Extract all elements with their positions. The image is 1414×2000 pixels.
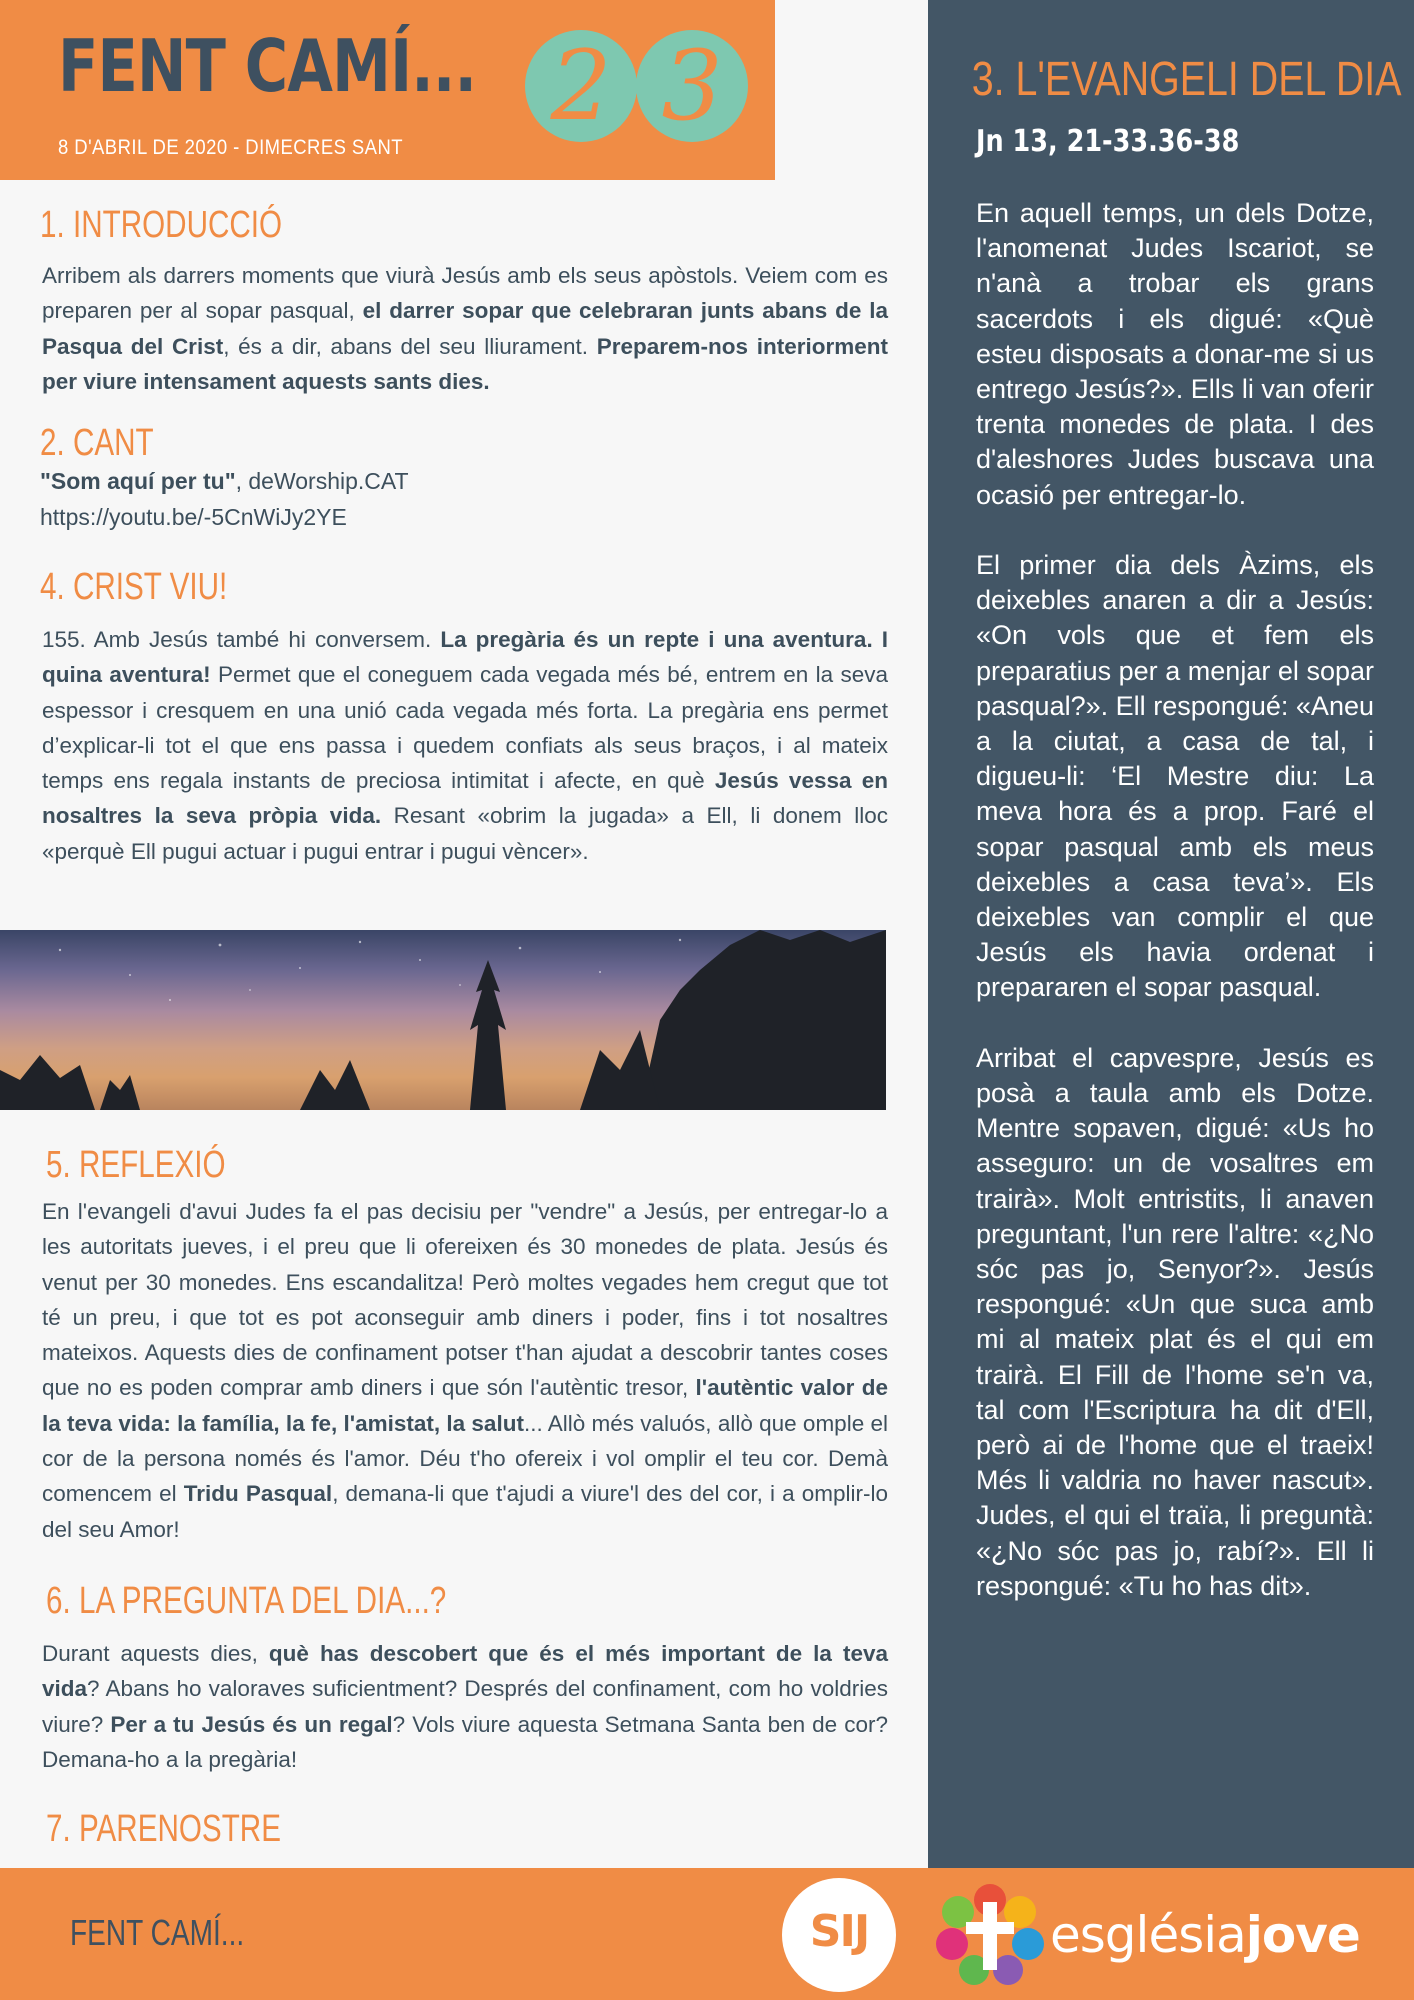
text-run: Durant aquests dies, [42,1641,269,1666]
esglesia-jove-wordmark [1050,1906,1360,1964]
text-run: ? Vols viure aquesta Setmana Santa ben de cor? Demana-ho a la pregària! [42,1711,888,1772]
section-title-reflexio: 5. REFLEXIÓ [46,1144,226,1186]
night-sky-trees-image [0,930,886,1110]
day-number-circle [525,30,637,142]
bold-run: Jesús vessa en nosaltres la seva pròpia vida. [42,768,888,829]
pregunta-text [42,1636,888,1777]
crist-viu-text [42,622,888,869]
section-title-parenostre: 7. PARENOSTRE [46,1808,281,1850]
text-run: En l'evangeli d'avui Judes fa el pas decisiu per "vendre" a Jesús, per entregar-lo a les autoritats jueves, i el preu que li ofereixen és 30 monedes de plata. Jesús és venut per 30 monedes. Ens escandalitza! Però moltes vegades hem cregut que tot té un preu, i que tot es pot aconseguir amb diners i poder, fins i tot nosaltres mateixos. Aquests dies de confinament potser t'han ajudat a descobrir tantes coses que no es poden comprar amb diners i que són l'autèntic tresor, [42,1199,888,1401]
text-run: ... Allò més valuós, allò que omple el cor de la persona només és l'amor. Déu t'ho ofereix i vol omplir el teu cor. Demà comencem el [42,1410,888,1507]
text-run: Resant «obrim la jugada» a Ell, li donem lloc «perquè Ell pugui actuar i pugui entrar i pugui vèncer». [42,803,888,864]
section-title-intro: 1. INTRODUCCIÓ [40,204,283,246]
sij-logo-text: SIJ [809,1906,869,1957]
section-title-crist-viu: 4. CRIST VIU! [40,566,228,608]
song-link[interactable]: https://youtu.be/-5CnWiJy2YE [40,504,347,530]
gospel-text [976,196,1374,1639]
gospel-paragraph: Arribat el capvespre, Jesús es posà a taula amb els Dotze. Mentre sopaven, digué: «Us ho asseguro: un de vosaltres em trairà». Molt entristits, li anaven preguntant, l'un rere l'altre: «¿No sóc pas jo, Senyor?». Jesús respongué: «Un que suca amb mi al mateix plat és el qui em trairà. El Fill de l'home se'n va, tal com l'Escriptura ha dit d'Ell, però ai de l'home que el traeix! Més li valdria no haver nascut». Judes, el qui el traïa, li preguntà: «¿No sóc pas jo, rabí?». Ell li respongué: «Tu ho has dit». [976,1042,1374,1601]
section-title-pregunta: 6. LA PREGUNTA DEL DIA...? [46,1580,447,1622]
footer-bar [0,1868,1414,2000]
sij-logo [782,1878,896,1992]
text-run: Permet que el coneguem cada vegada més bé, entrem en la seva espessor i cresquem en una unió cada vegada més forta. La pregària ens permet d’explicar-li tot el que ens passa i quedem confiats als seus braços, i al mateix temps ens regala instants de preciosa intimitat i afecte, en què [42,662,888,794]
gospel-paragraph: En aquell temps, un dels Dotze, l'anomenat Judes Iscariot, se n'anà a trobar els grans sacerdots i els digué: «Què esteu disposats a donar-me si us entrego Jesús?». Ells li van oferir trenta monedes de plata. I des d'aleshores Judes buscava una ocasió per entregar-lo. [976,198,1374,510]
intro-text [42,258,888,399]
gospel-title: 3. L'EVANGELI DEL DIA [971,53,1402,106]
day-number-circle [636,30,748,142]
header-date: 8 D'ABRIL DE 2020 - DIMECRES SANT [58,136,403,159]
gospel-panel [928,0,1414,1868]
text-run: , és a dir, abans del seu lliurament. [223,333,597,359]
text-run: , demana-li que t'ajudi a viure'l des del cor, i a omplir-lo del seu Amor! [42,1481,888,1542]
text-run: 155. Amb Jesús també hi conversem. [42,627,441,652]
day-digit: 3 [661,30,723,142]
header-banner [0,0,775,180]
page-title: FENT CAMÍ... [58,24,477,108]
song-name: "Som aquí per tu" [40,468,236,494]
bold-run: què has descobert que és el més important de la teva vida [42,1641,888,1702]
brand-bold: jove [1245,1906,1360,1964]
brand-regular: església [1050,1906,1246,1964]
day-digit: 2 [550,30,612,142]
bold-run: La pregària és un repte i una aventura. I quina aventura! [42,627,889,688]
section-title-song: 2. CANT [40,422,154,464]
bold-run: Preparem-nos interiorment per viure intensament aquests sants dies. [42,333,888,394]
bold-run: el darrer sopar que celebraran junts abans de la Pasqua del Crist [42,298,888,359]
gospel-paragraph: El primer dia dels Àzims, els deixebles anaren a dir a Jesús: «On vols que et fem els preparatius per a menjar el sopar pasqual?». Ell respongué: «Aneu a la ciutat, a casa de tal, i digueu-li: ‘El Mestre diu: La meva hora és a prop. Faré el sopar pasqual amb els meus deixebles a casa teva’». Els deixebles van complir el que Jesús els havia ordenat i prepararen el sopar pasqual. [976,550,1374,1003]
reflexio-text [42,1194,888,1547]
footer-label: FENT CAMÍ... [70,1912,245,1953]
bold-run: Tridu Pasqual [183,1481,333,1507]
text-run: ? Abans ho valoraves suficientment? Després del confinament, com ho voldries viure? [42,1676,888,1737]
text-run: Arribem als darrers moments que viurà Jesús amb els seus apòstols. Veiem com es preparen per al sopar pasqual, [42,263,888,324]
gospel-reference: Jn 13, 21-33.36-38 [976,124,1240,159]
song-author: , deWorship.CAT [235,468,409,494]
bold-run: l'autèntic valor de la teva vida: la família, la fe, l'amistat, la salut [42,1375,889,1436]
song-line [40,468,409,495]
bold-run: Per a tu Jesús és un regal [110,1711,393,1737]
esglesia-jove-logo-icon [936,1882,1044,1986]
